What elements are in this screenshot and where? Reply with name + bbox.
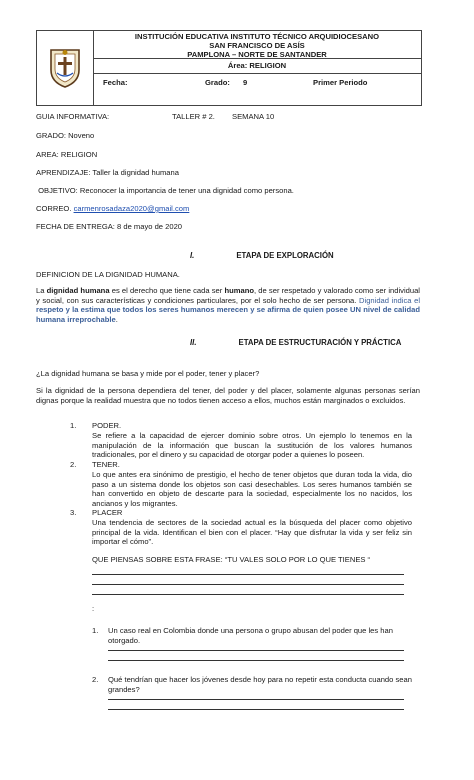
area-label: Área: RELIGION <box>227 61 287 70</box>
header-table <box>36 30 422 106</box>
question-1-number: 1. <box>92 626 99 635</box>
correo-label: CORREO. <box>36 204 74 213</box>
fecha-label: Fecha: <box>103 78 128 87</box>
question-2-text: Qué tendrían que hacer los jóvenes desde hoy para no repetir esta conducta cuando sean grandes? <box>108 675 412 694</box>
definicion-paragraph <box>36 286 420 324</box>
p1-highlight-bold: respeto y la estima que todos los seres humanos merecen y se afirma de quien posee UN nivel de calidad humana irreprochable <box>36 305 420 324</box>
periodo-label: Primer Periodo <box>313 78 368 87</box>
answer-line[interactable] <box>108 709 404 710</box>
correo-line <box>36 204 189 214</box>
section-1-number: I. <box>190 251 195 260</box>
p1-highlight: Dignidad indica el <box>359 295 421 305</box>
list-item-description: Lo que antes era sinónimo de prestigio, el hecho de tener objetos que duran toda la vida, dio paso a un sistema donde los objetos son casi desechables. Los seres humanos también se han convertido en objeto de descarte para la sociedad, especialmente los no nacidos, los ancianos y los migrantes. <box>92 470 412 508</box>
answer-line[interactable] <box>108 660 404 661</box>
email-link[interactable]: carmenrosadaza2020@gmail.com <box>73 204 190 213</box>
school-subname: SAN FRANCISCO DE ASÍS <box>209 41 305 50</box>
school-shield-icon <box>46 46 84 90</box>
list-item-title: PODER. <box>92 421 122 430</box>
p1-bold-term: dignidad humana <box>46 286 110 295</box>
list-item-description: Se refiere a la capacidad de ejercer dominio sobre otros. Un ejemplo lo tenemos en la manipulación de la información que buscan la sustitución de los valores humanos tradicionales, por el dinero y su capacidad de otorgar poder a quienes lo poseen. <box>92 431 412 460</box>
area-row <box>93 59 421 74</box>
answer-line[interactable] <box>108 650 404 651</box>
p1-part: . <box>115 314 118 324</box>
area-info: AREA: RELIGION <box>36 150 98 159</box>
semana-label: SEMANA 10 <box>232 112 275 121</box>
aprendizaje-info: APRENDIZAJE: Taller la dignidad humana <box>36 168 179 177</box>
question-2-number: 2. <box>92 675 99 684</box>
school-name-row <box>93 31 421 59</box>
answer-line[interactable] <box>92 574 404 575</box>
dignidad-paragraph: Si la dignidad de la persona dependiera del tener, del poder y del placer, solamente algunas personas serían dignas porque la realidad muestra que no todos tienen acceso a ellos, muchos están marginados o excluidos. <box>36 386 420 405</box>
section-2-label: ETAPA DE ESTRUCTURACIÓN Y PRÁCTICA <box>238 338 402 347</box>
fecha-row <box>93 74 421 105</box>
taller-label: TALLER # 2. <box>172 112 215 121</box>
list-item-number: 2. <box>70 460 77 469</box>
answer-line[interactable] <box>92 584 404 585</box>
section-2-number: II. <box>190 338 197 347</box>
answer-line[interactable] <box>108 699 404 700</box>
p1-part: , de ser respetado y valorado como ser individual y social, con sus características y condiciones particulares, por el solo hecho de ser persona. <box>36 286 420 305</box>
answer-line[interactable] <box>92 594 404 595</box>
p1-part: es el derecho que tiene cada ser <box>109 286 225 295</box>
fecha-entrega: FECHA DE ENTREGA: 8 de mayo de 2020 <box>36 222 183 231</box>
school-name: INSTITUCIÓN EDUCATIVA INSTITUTO TÉCNICO ARQUIDIOCESANO <box>134 32 380 41</box>
list-item-description: Una tendencia de sectores de la sociedad actual es la búsqueda del placer como objetivo principal de la vida. Identifican el bien con el placer. “Hay que disfrutar la vida y ser feliz sin importar el cómo”. <box>92 518 412 547</box>
list-item-number: 1. <box>70 421 77 430</box>
question-dignidad: ¿La dignidad humana se basa y mide por el poder, tener y placer? <box>36 369 260 378</box>
question-1-text: Un caso real en Colombia donde una persona o grupo abusan del poder que les han otorgado. <box>108 626 393 645</box>
school-logo <box>37 31 94 105</box>
grado-info: GRADO: Noveno <box>36 131 95 140</box>
list-item-number: 3. <box>70 508 77 517</box>
section-2-title <box>190 338 401 347</box>
section-1-title <box>190 251 334 260</box>
section-1-label: ETAPA DE EXPLORACIÓN <box>236 251 334 260</box>
list-item-title: TENER. <box>92 460 120 469</box>
objetivo-info: OBJETIVO: Reconocer la importancia de tener una dignidad como persona. <box>36 186 294 195</box>
p1-bold-term: humano <box>224 286 255 295</box>
guia-label: GUIA INFORMATIVA: <box>36 112 110 121</box>
p1-part: La <box>36 286 47 295</box>
grado-value: 9 <box>243 78 248 87</box>
school-location: PAMPLONA – NORTE DE SANTANDER <box>187 50 327 59</box>
colon-mark: : <box>92 604 95 613</box>
frase-question: QUE PIENSAS SOBRE ESTA FRASE: “TU VALES SOLO POR LO QUE TIENES “ <box>92 555 371 564</box>
definicion-heading: DEFINICION DE LA DIGNIDAD HUMANA. <box>36 270 180 279</box>
grado-label: Grado: <box>205 78 230 87</box>
list-item-title: PLACER <box>92 508 123 517</box>
